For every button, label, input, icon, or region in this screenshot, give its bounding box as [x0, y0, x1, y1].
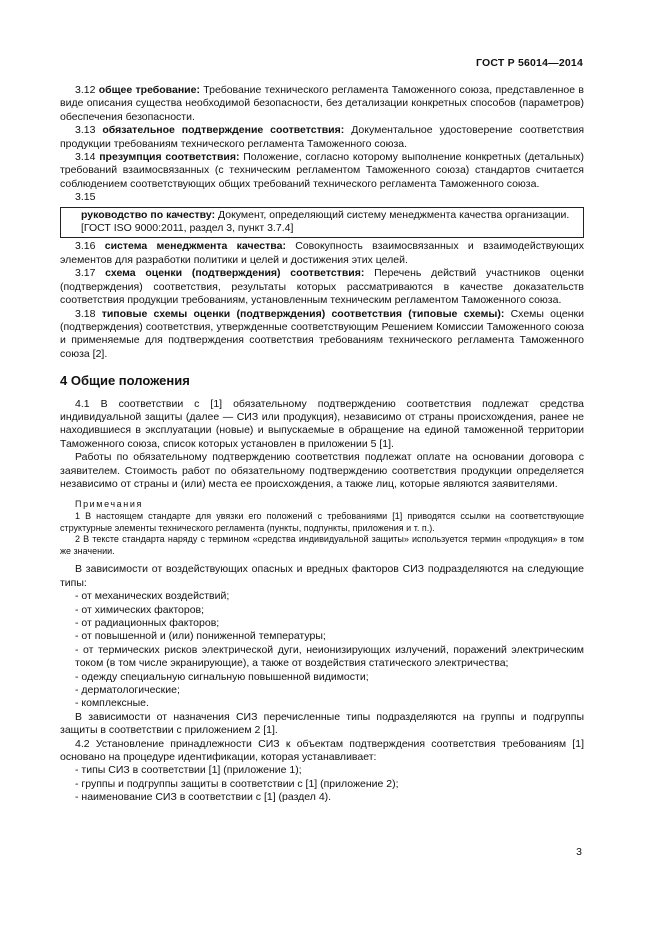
clause-4-2: 4.2 Установление принадлежности СИЗ к объектам подтверждения соответствия требованиям [1] основано на процедуре идентификации, которая устанавливает: [60, 737, 584, 764]
list-item: - от радиационных факторов; [75, 616, 220, 629]
list-item: - наименование СИЗ в соответствии с [1] (раздел 4). [75, 791, 332, 804]
term-name: схема оценки (подтверждения) соответствия: [105, 267, 365, 280]
list-item: - от механических воздействий; [75, 590, 230, 603]
term-definition: Требование технического регламента Таможенного союза, представленное в виде описания существа необходимой безопасности, без детализации конкретных способов (параметров) обеспечения безопасности. [60, 84, 584, 123]
term-3-17: 3.17 схема оценки (подтверждения) соответствия: Перечень действий участников оценки (подтверждения) соответствия, результаты которых рассматриваются в качестве доказательств соответствия продукции требованиям, установленным техническим регламентом Таможенного союза. [60, 267, 584, 307]
identification-list [60, 764, 584, 804]
term-definition: Совокупность взаимосвязанных и взаимодействующих элементов для разработки политики и целей и достижения этих целей. [60, 240, 585, 266]
term-name: типовые схемы оценки (подтверждения) соответствия (типовые схемы): [101, 307, 505, 320]
list-item: - дерматологические; [75, 684, 180, 696]
term-definition: Документальное удостоверение соответствия продукции требованиям технического регламента Таможенного союза. [60, 124, 585, 150]
term-3-12: 3.12 общее требование: Требование технического регламента Таможенного союза, представленное в виде описания существа необходимой безопасности, без детализации конкретных способов (параметров) обеспечения безопасности. [60, 84, 584, 123]
page-content [60, 84, 584, 805]
types-list [60, 590, 584, 711]
list-item: - комплексные. [75, 697, 149, 710]
section-heading: 4 Общие положения [60, 373, 190, 389]
list-item: - от химических факторов; [75, 603, 205, 616]
term-name: система менеджмента качества: [104, 240, 286, 253]
page-number: 3 [576, 846, 582, 858]
clause-4-1: 4.1 В соответствии с [1] обязательному подтверждению соответствия подлежат средства индивидуальной защиты (далее — СИЗ или продукция), независимо от страны происхождения, ранее не находившиеся в эксплуатации (новые) и выпускаемые в обращение на единой таможенной территории Таможенного союза, список которых установлен в приложении 5 [1]. [60, 397, 584, 450]
term-3-15-box [60, 207, 584, 239]
term-3-18: 3.18 типовые схемы оценки (подтверждения) соответствия (типовые схемы): Схемы оценки (подтверждения) соответствия, утвержденные соответствующим Решением Комиссии Таможенного союза и применяемые для подтверждения соответствия требованиям технического регламента Таможенного союза [2]. [60, 307, 584, 360]
notes-heading: Примечания [75, 499, 143, 510]
note-2: 2 В тексте стандарта наряду с термином «средства индивидуальной защиты» используется термин «продукция» в том же значении. [60, 534, 584, 556]
list-item: - от термических рисков электрической дуги, неионизирующих излучений, поражений электрическим током (в том числе экранирующие), а также от воздействия статического электричества; [75, 643, 584, 670]
term-name: обязательное подтверждение соответствия: [102, 124, 345, 137]
standard-header: ГОСТ Р 56014—2014 [475, 57, 583, 69]
types-intro: В зависимости от воздействующих опасных и вредных факторов СИЗ подразделяются на следующие типы: [60, 563, 584, 589]
term-definition: Положение, согласно которому выполнение конкретных (детальных) требований взаимосвязанных (с техническим регламентом Таможенного союза) стандартов считается соблюдением соответствующих общих требований технического регламента Таможенного союза. [60, 151, 585, 190]
term-3-13: 3.13 обязательное подтверждение соответствия: Документальное удостоверение соответствия продукции требованиям технического регламента Таможенного союза. [60, 124, 585, 150]
list-item: - от повышенной и (или) пониженной температуры; [75, 630, 326, 643]
notes-block [60, 499, 584, 557]
term-3-14: 3.14 презумпция соответствия: Положение, согласно которому выполнение конкретных (детальных) требований взаимосвязанных (с техническим регламентом Таможенного союза) стандартов считается соблюдением соответствующих общих требований технического регламента Таможенного союза. [60, 151, 585, 190]
term-3-15-number: 3.15 [75, 191, 96, 204]
term-definition: Схемы оценки (подтверждения) соответствия, утвержденные соответствующим Решением Комиссии Таможенного союза и применяемые для подтверждения соответствия требованиям технического регламента Таможенного союза [2]. [60, 307, 584, 360]
term-3-15 [81, 209, 577, 222]
term-name: презумпция соответствия: [99, 151, 240, 164]
payment-paragraph: Работы по обязательному подтверждению соответствия подлежат оплате на основании договора с заявителем. Стоимость работ по обязательному подтверждению соответствия продукции определяется независимо от страны и (или) места ее происхождения, а также лиц, которые являются заявителями. [60, 451, 584, 490]
note-1: 1 В настоящем стандарте для увязки его положений с требованиями [1] приводятся ссылки на соответствующие структурные элементы технического регламента (пункты, подпункты, приложения и т. п.). [60, 510, 584, 533]
list-item: - группы и подгруппы защиты в соответствии с [1] (приложение 2); [75, 777, 399, 790]
term-name: общее требование: [98, 84, 200, 96]
groups-paragraph: В зависимости от назначения СИЗ перечисленные типы подразделяются на группы и подгруппы защиты в соответствии с приложением 2 [1]. [60, 710, 584, 737]
term-3-16: 3.16 система менеджмента качества: Совокупность взаимосвязанных и взаимодействующих элементов для разработки политики и целей и достижения этих целей. [60, 240, 585, 266]
term-3-15-reference: [ГОСТ ISO 9000:2011, раздел 3, пункт 3.7.4] [81, 222, 294, 235]
list-item: - типы СИЗ в соответствии [1] (приложение 1); [75, 764, 302, 777]
term-name: руководство по качеству: [81, 208, 216, 221]
list-item: - одежду специальную сигнальную повышенной видимости; [75, 670, 369, 683]
term-definition: Документ, определяющий систему менеджмента качества организации. [215, 208, 570, 221]
term-definition: Перечень действий участников оценки (подтверждения) соответствия, результаты которых рассматриваются в качестве доказательств соответствия продукции требованиям, установленным техническим регламентом Таможенного союза. [60, 267, 584, 307]
